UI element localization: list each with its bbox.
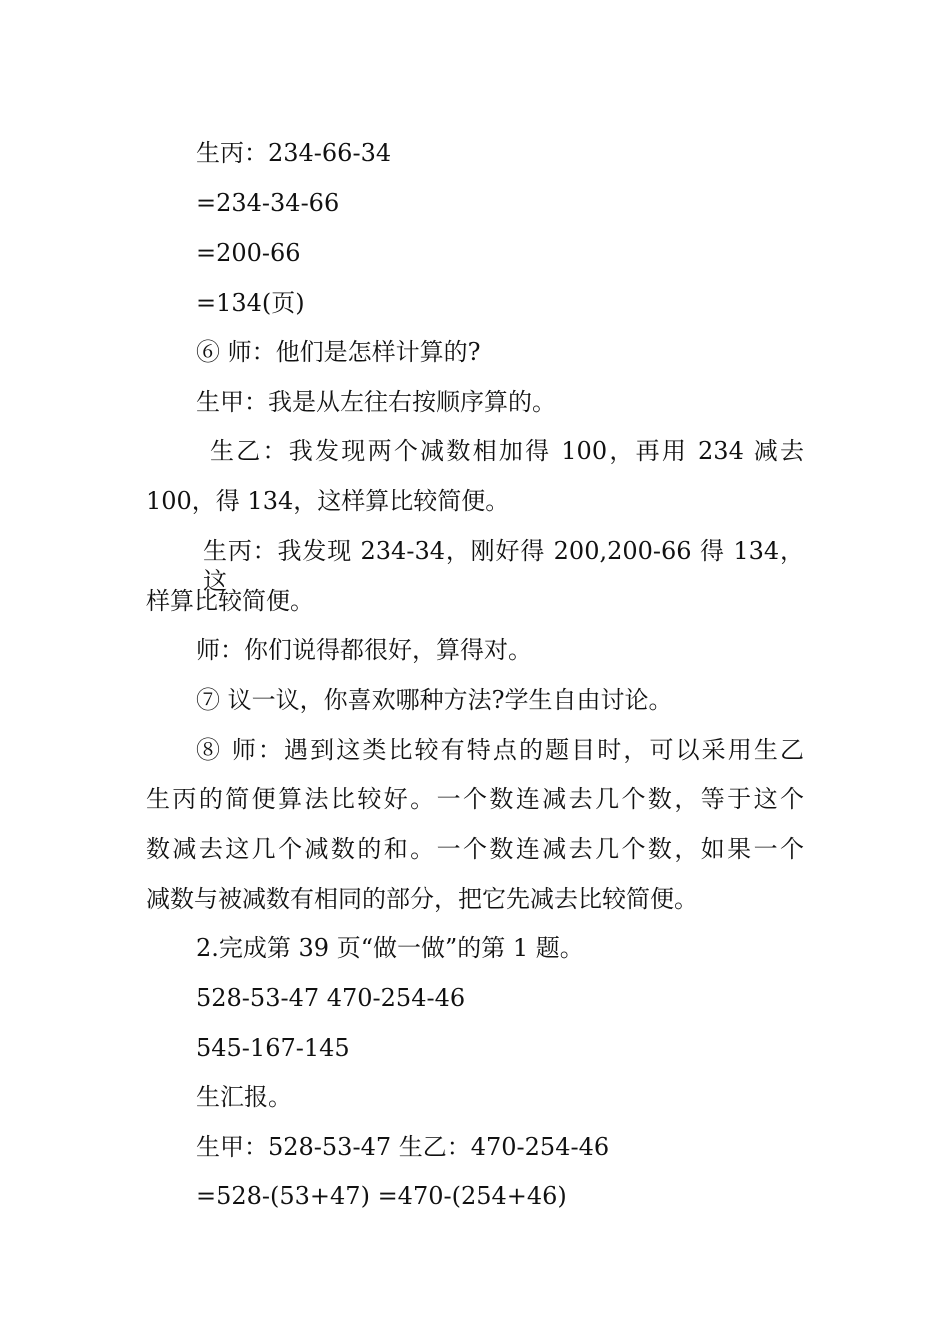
text-line: 2.完成第 39 页“做一做”的第 1 题。 <box>196 934 584 962</box>
text-line: 师：你们说得都很好，算得对。 <box>196 636 532 664</box>
text-line: 数减去这几个减数的和。一个数连减去几个数，如果一个 <box>146 835 804 863</box>
text-line: ⑧ 师：遇到这类比较有特点的题目时，可以采用生乙 <box>196 736 804 764</box>
text-line: =200-66 <box>196 239 301 267</box>
text-line: 生甲：我是从左往右按顺序算的。 <box>196 388 556 416</box>
text-line: 545-167-145 <box>196 1034 350 1062</box>
text-line: 生甲：528-53-47 生乙：470-254-46 <box>196 1133 610 1161</box>
text-line: =134(页) <box>196 289 305 317</box>
text-line: 生汇报。 <box>196 1083 292 1111</box>
text-line: 528-53-47 470-254-46 <box>196 984 466 1012</box>
text-line: 100，得 134，这样算比较简便。 <box>146 487 510 515</box>
text-line: ⑦ 议一议，你喜欢哪种方法?学生自由讨论。 <box>196 686 673 714</box>
text-line: 样算比较简便。 <box>146 587 314 615</box>
text-line: 减数与被减数有相同的部分，把它先减去比较简便。 <box>146 885 698 913</box>
text-line: 生丙：234-66-34 <box>196 139 392 167</box>
text-line: 生丙的简便算法比较好。一个数连减去几个数，等于这个 <box>146 785 804 813</box>
text-line: 生丙：我发现 234-34，刚好得 200,200-66 得 134，这 <box>203 537 804 595</box>
text-line: =528-(53+47) =470-(254+46) <box>196 1182 567 1210</box>
text-line: 生乙：我发现两个减数相加得 100，再用 234 减去 <box>210 437 804 465</box>
text-line: ⑥ 师：他们是怎样计算的? <box>196 338 481 366</box>
text-line: =234-34-66 <box>196 189 340 217</box>
